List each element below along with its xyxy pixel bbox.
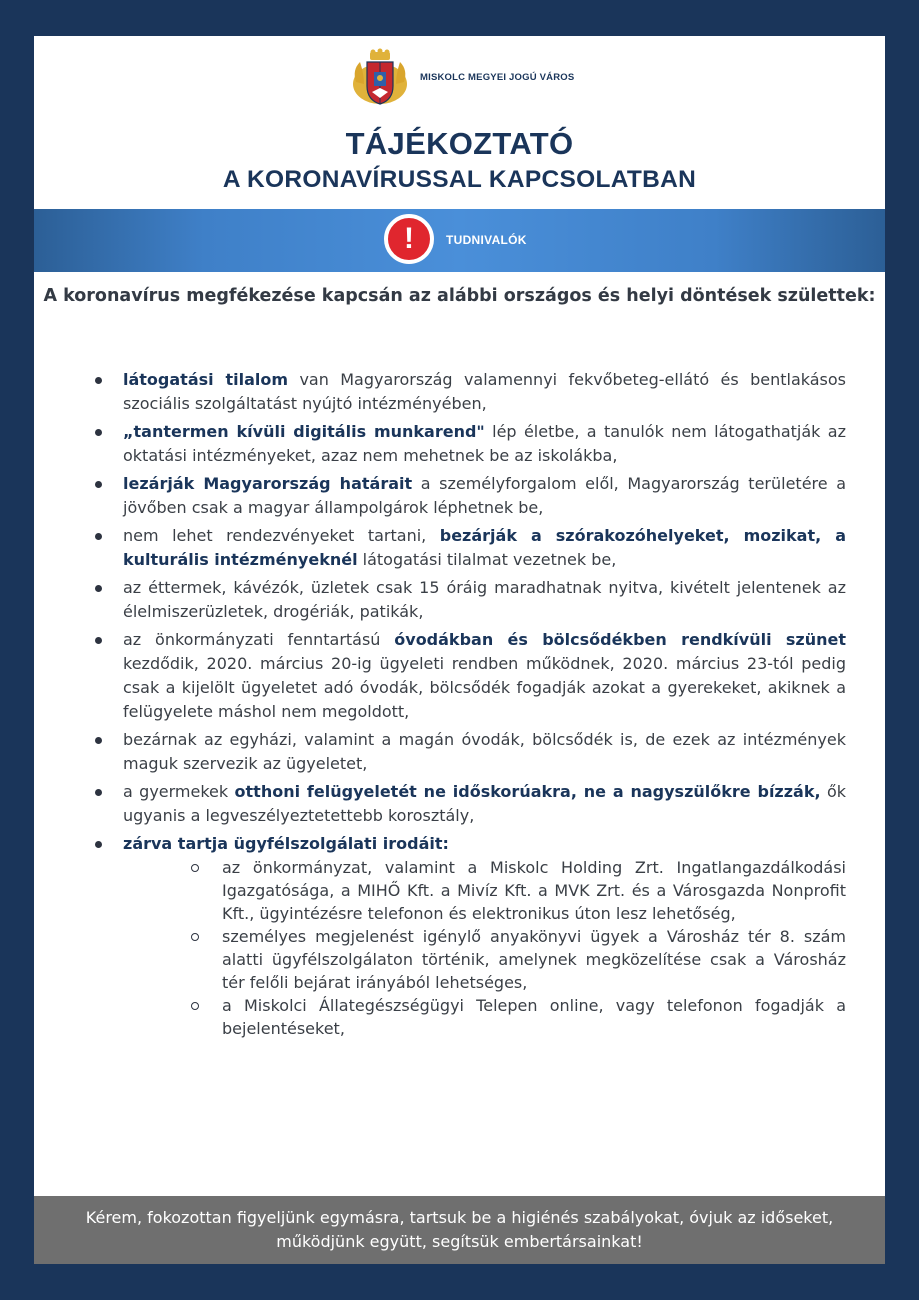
bold-text: lezárják Magyarország határait bbox=[123, 474, 413, 493]
bold-text: otthoni felügyeletét ne időskorúakra, ne a nagyszülőkre bízzák, bbox=[234, 782, 821, 801]
item-text: az önkormányzati fenntartású bbox=[123, 630, 395, 649]
list-item bbox=[90, 780, 846, 828]
footer-banner bbox=[34, 1196, 885, 1264]
item-text: a gyermekek bbox=[123, 782, 235, 801]
sub-list-item: személyes megjelenést igénylő anyakönyvi ügyek a Városház tér 8. szám alatti ügyfélszolgálaton történik, amelynek megközelítése csak a Városház tér felőli bejárat irányából lehetséges, bbox=[189, 925, 846, 994]
city-coat-of-arms-icon bbox=[350, 48, 410, 108]
sub-list-item: az önkormányzat, valamint a Miskolc Holding Zrt. Ingatlangazdálkodási Igazgatósága, a MIHŐ Kft. a Mivíz Kft. a MVK Zrt. és a Városgazda Nonprofit Kft., ügyintézésre telefonon és elektronikus úton lesz lehetőség, bbox=[189, 856, 846, 925]
lead-text: A koronavírus megfékezése kapcsán az alábbi országos és helyi döntések születtek: bbox=[43, 286, 876, 306]
bold-text: bezárják a szórakozóhelyeket, mozikat, a kulturális intézményeknél bbox=[123, 526, 846, 569]
list-item bbox=[90, 628, 846, 724]
item-text: kezdődik, 2020. március 20-ig ügyeleti rendben működnek, 2020. március 23-tól pedig csak a kijelölt ügyeletet adó óvodák, bölcsődék fogadják azokat a gyerekeket, akiknek a felügyelete máshol nem megoldott, bbox=[123, 654, 846, 721]
city-name: MISKOLC MEGYEI JOGÚ VÁROS bbox=[420, 72, 575, 83]
item-text: az éttermek, kávézók, üzletek csak 15 óráig maradhatnak nyitva, kivételt jelentenek az élelmiszerüzletek, drogériák, patikák, bbox=[123, 578, 846, 621]
item-text: a személyforgalom elől, Magyarország területére a jövőben csak a magyar állampolgárok léphetnek be, bbox=[123, 474, 847, 517]
office-sublist bbox=[189, 856, 846, 1040]
item-text: van Magyarország valamennyi fekvőbeteg-ellátó és bentlakásos szociális szolgáltatást nyújtó intézményében, bbox=[123, 370, 846, 413]
bold-text: zárva tartja ügyfélszolgálati irodáit: bbox=[123, 834, 449, 853]
item-text: lép életbe, a tanulók nem látogathatják az oktatási intézményeket, azaz nem mehetnek be az iskolákba, bbox=[123, 422, 847, 465]
footer-line: Kérem, fokozottan figyeljünk egymásra, tartsuk be a higiénés szabályokat, óvjuk az időseket, bbox=[85, 1208, 834, 1227]
list-item bbox=[90, 832, 846, 1040]
footer-line: működjünk együtt, segítsük embertársainkat! bbox=[276, 1232, 643, 1251]
list-item bbox=[90, 576, 846, 624]
list-item bbox=[90, 368, 846, 416]
exclamation-icon: ! bbox=[384, 214, 434, 264]
item-text: bezárnak az egyházi, valamint a magán óvodák, bölcsődék is, de ezek az intézmények maguk szervezik az ügyeletet, bbox=[123, 730, 846, 773]
decision-list bbox=[90, 368, 846, 1044]
notice-page bbox=[34, 36, 885, 1264]
page-title: TÁJÉKOZTATÓ bbox=[345, 126, 574, 161]
item-text: ők ugyanis a legveszélyeztetettebb korosztály, bbox=[123, 782, 846, 825]
bold-text: „tantermen kívüli digitális munkarend" bbox=[123, 422, 485, 441]
page-subtitle: A KORONAVÍRUSSAL KAPCSOLATBAN bbox=[222, 166, 697, 193]
list-item bbox=[90, 728, 846, 776]
list-item bbox=[90, 524, 846, 572]
notice-label: TUDNIVALÓK bbox=[446, 233, 527, 247]
bold-text: óvodákban és bölcsődékben rendkívüli szünet bbox=[394, 630, 846, 649]
list-item bbox=[90, 472, 846, 520]
bold-text: látogatási tilalom bbox=[123, 370, 289, 389]
list-item bbox=[90, 420, 846, 468]
item-text: nem lehet rendezvényeket tartani, bbox=[123, 526, 440, 545]
item-text: látogatási tilalmat vezetnek be, bbox=[357, 550, 617, 569]
sub-list-item: a Miskolci Állategészségügyi Telepen online, vagy telefonon fogadják a bejelentéseket, bbox=[189, 994, 846, 1040]
